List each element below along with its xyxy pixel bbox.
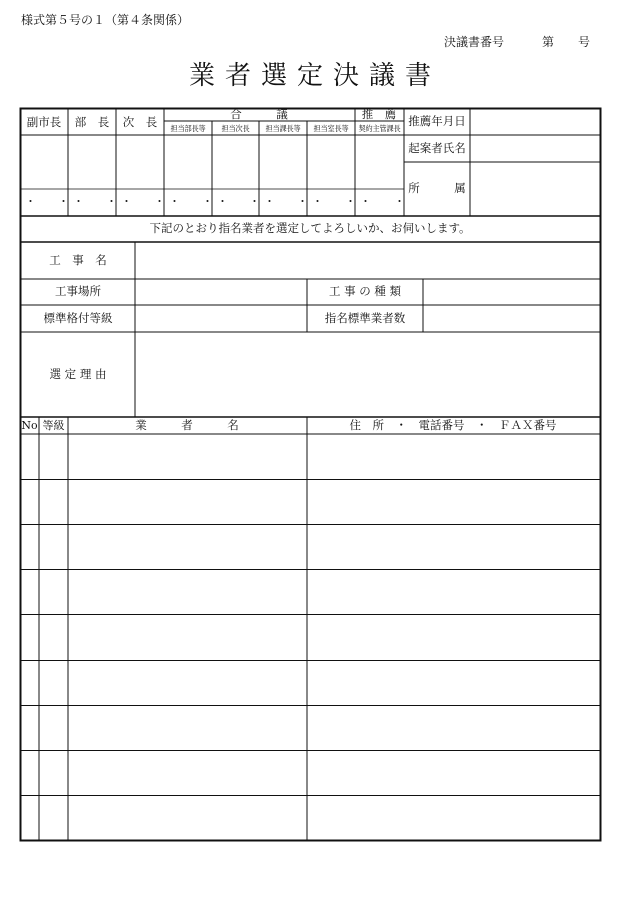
manager-chief-header: 担当部長等 (170, 124, 206, 133)
date-dot: ・ (169, 195, 180, 208)
department-label: 所 属 (408, 181, 466, 195)
recommend-header: 推 薦 (361, 107, 397, 121)
col-grade-header: 等級 (42, 419, 65, 432)
section-chief-header: 担当課長等 (265, 124, 301, 133)
date-dot: ・ (297, 195, 308, 208)
selection-reason-label: 選 定 理 由 (49, 367, 107, 381)
council-header: 合 議 (230, 107, 288, 121)
vice-mayor-header: 副市長 (26, 115, 62, 129)
standard-grade-label: 標準格付等級 (43, 311, 113, 325)
form-note: 様式第５号の１（第４条関係） (21, 13, 190, 27)
date-dot: ・ (106, 195, 117, 208)
director-header: 部 長 (74, 115, 110, 129)
date-dot: ・ (264, 195, 275, 208)
contract-chief-header: 契約主管課長 (358, 124, 401, 133)
resolution-number-go: 号 (578, 35, 591, 49)
date-dot: ・ (154, 195, 165, 208)
date-dot: ・ (73, 195, 84, 208)
date-dot: ・ (58, 195, 69, 208)
page-title: 業者選定決議書 (188, 61, 441, 91)
col-contact-header: 住 所 ・ 電話番号 ・ ＦＡＸ番号 (349, 418, 557, 432)
project-type-label: 工 事 の 種 類 (328, 284, 402, 298)
recommend-date-label: 推薦年月日 (408, 114, 466, 128)
resolution-number-label: 決議書番号 (444, 35, 505, 49)
deputy-director-header: 次 長 (122, 115, 158, 129)
resolution-number-dai: 第 (542, 35, 555, 49)
project-location-label: 工事場所 (55, 284, 101, 298)
request-text: 下記のとおり指名業者を選定してよろしいか、お伺いします。 (149, 221, 471, 235)
date-dot: ・ (25, 195, 36, 208)
office-chief-header: 担当室長等 (313, 124, 349, 133)
col-no-header: No (21, 419, 38, 432)
date-dot: ・ (394, 195, 405, 208)
date-dot: ・ (312, 195, 323, 208)
drafter-name-label: 起案者氏名 (408, 141, 466, 155)
col-vendor-name-header: 業 者 名 (135, 418, 239, 432)
date-dot: ・ (345, 195, 356, 208)
date-dot: ・ (360, 195, 371, 208)
date-dot: ・ (121, 195, 132, 208)
date-dot: ・ (202, 195, 213, 208)
date-dot: ・ (217, 195, 228, 208)
date-dot: ・ (249, 195, 260, 208)
standard-count-label: 指名標準業者数 (324, 311, 406, 325)
project-name-label: 工 事 名 (49, 253, 107, 267)
manager-deputy-header: 担当次長 (221, 124, 250, 133)
